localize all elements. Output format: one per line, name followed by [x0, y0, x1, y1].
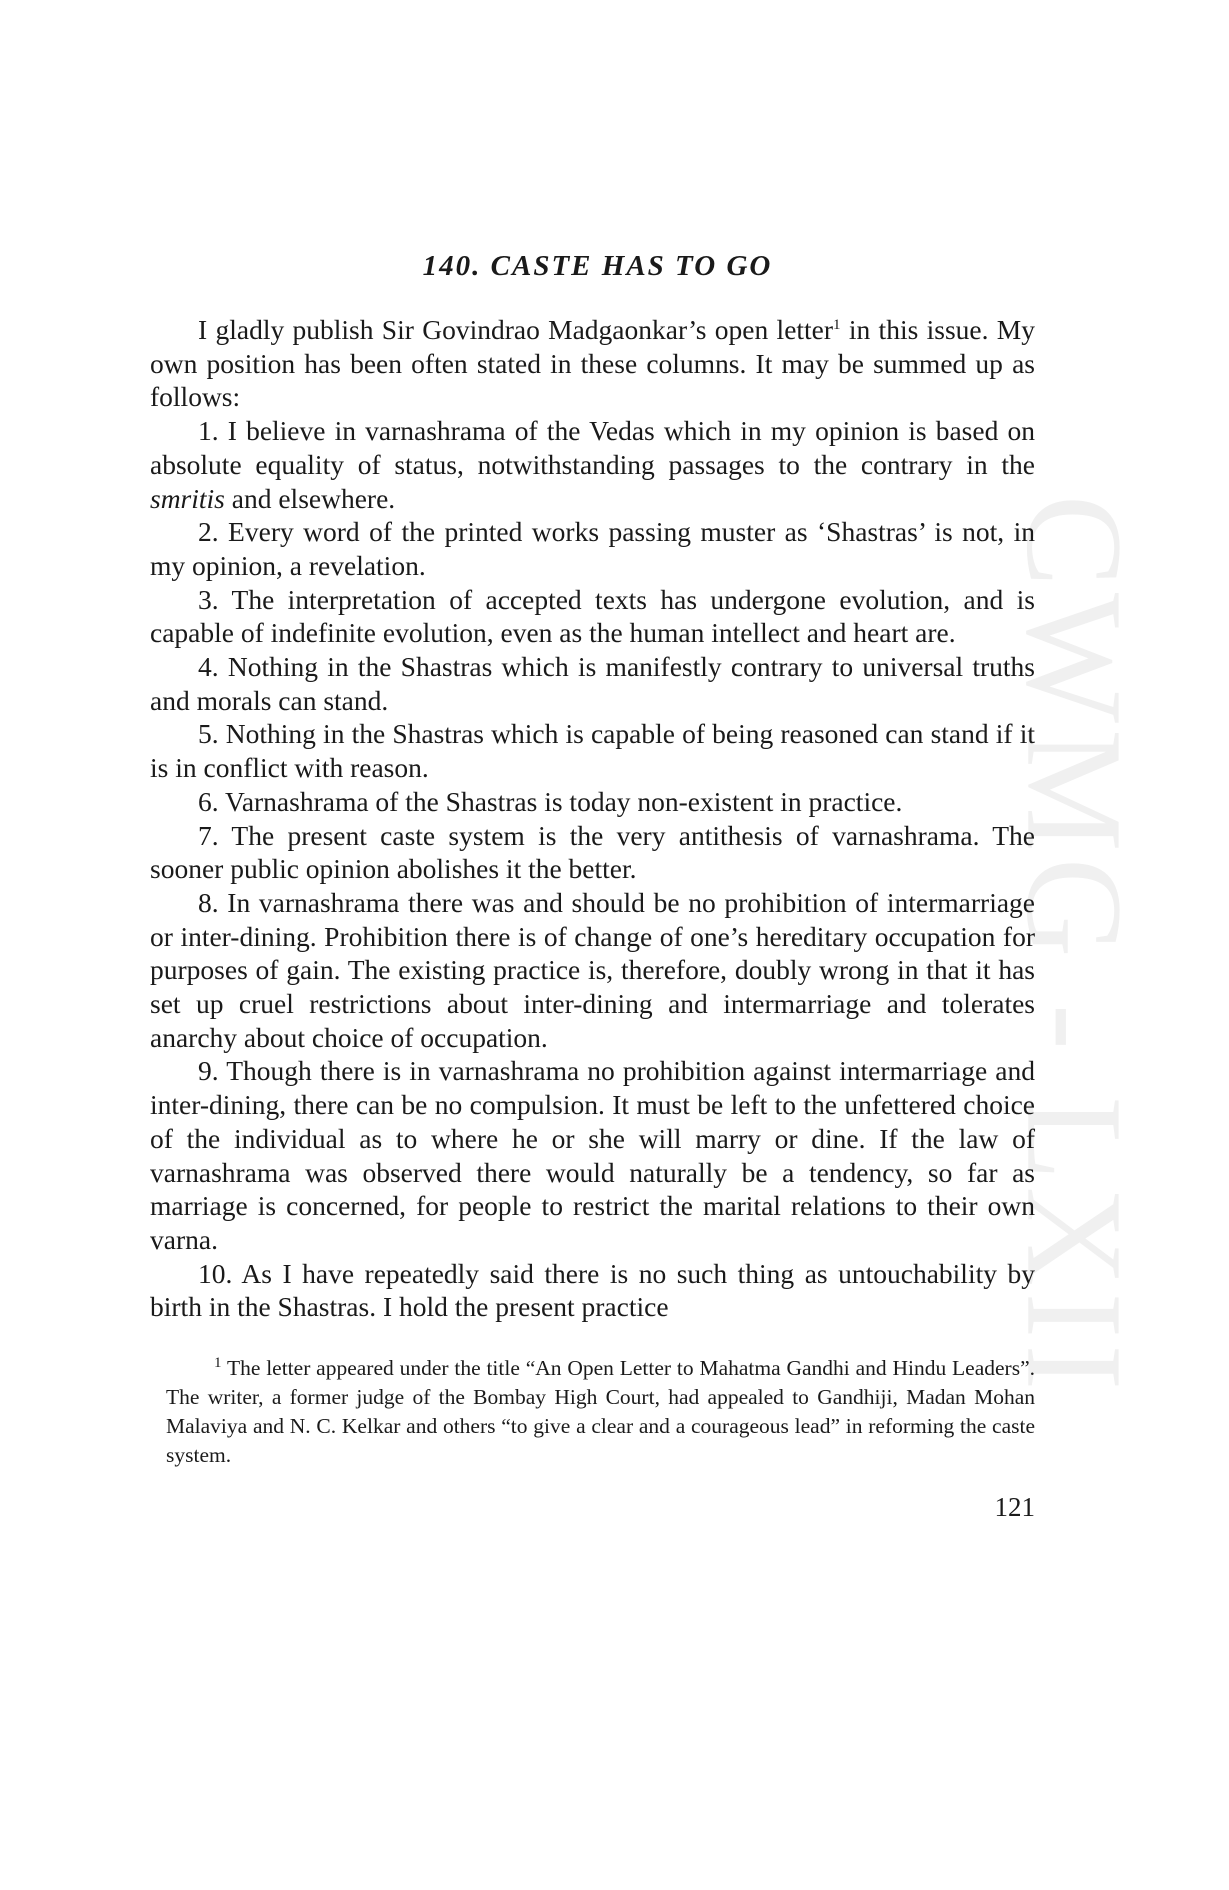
intro-text-after: in this issue. My own position has been often stated in these columns. It may be summed up as follows:: [150, 314, 1035, 413]
point-1-emphasis: smritis: [150, 482, 225, 514]
point-7: 7. The present caste system is the very antithesis of varnashrama. The sooner public opinion abolishes it the better.: [150, 819, 1035, 885]
footnote-marker: 1: [833, 316, 841, 333]
point-8: 8. In varnashrama there was and should be no prohibition of intermarriage or inter-dining. Prohibition there is of change of one’s hereditary occupation for purposes of gain. The existing practice is, therefore, doubly wrong in that it has set up cruel restrictions about inter-dining and intermarriage and tolerates anarchy about choice of occupation.: [150, 886, 1035, 1053]
page-number: 121: [994, 1492, 1035, 1523]
point-1: [150, 414, 1035, 515]
point-1-text-before: 1. I believe in varnashrama of the Vedas which in my opinion is based on absolute equality of status, notwithstanding passages to the contrary in the: [150, 415, 1035, 480]
point-3: 3. The interpretation of accepted texts has undergone evolution, and is capable of indefinite evolution, even as the human intellect and heart are.: [150, 583, 1035, 649]
footnote: [150, 1354, 1035, 1470]
point-5: 5. Nothing in the Shastras which is capable of being reasoned can stand if it is in conflict with reason.: [150, 718, 1035, 784]
body-text: [150, 313, 1035, 1324]
intro-paragraph: [150, 313, 1035, 414]
intro-text-before: I gladly publish Sir Govindrao Madgaonkar’s open letter: [198, 314, 834, 345]
point-6: 6. Varnashrama of the Shastras is today non-existent in practice.: [198, 785, 903, 817]
watermark-text: CWMG - LXII: [998, 494, 1152, 1396]
point-4: 4. Nothing in the Shastras which is manifestly contrary to universal truths and morals can stand.: [150, 651, 1035, 716]
footnote-number: 1: [214, 1354, 222, 1371]
point-2: 2. Every word of the printed works passing muster as ‘Shastras’ is not, in my opinion, a revelation.: [150, 516, 1035, 581]
page-title: 140. CASTE HAS TO GO: [422, 250, 773, 282]
page: [150, 250, 1035, 1523]
footnote-text: The letter appeared under the title “An Open Letter to Mahatma Gandhi and Hindu Leaders”. The writer, a former judge of the Bombay High Court, had appealed to Gandhiji, Madan Mohan Malaviya and N. C. Kelkar and others “to give a clear and a courageous lead” in reforming the caste system.: [166, 1356, 1035, 1468]
point-10: 10. As I have repeatedly said there is no such thing as untouchability by birth in the Shastras. I hold the present practice: [150, 1257, 1035, 1323]
point-1-text-after: and elsewhere.: [224, 482, 396, 514]
point-9: 9. Though there is in varnashrama no prohibition against intermarriage and inter-dining, there can be no compulsion. It must be left to the unfettered choice of the individual as to where he or she will marry or dine. If the law of varnashrama was observed there would naturally be a tendency, so far as marriage is concerned, for people to restrict the marital relations to their own varna.: [150, 1055, 1035, 1255]
